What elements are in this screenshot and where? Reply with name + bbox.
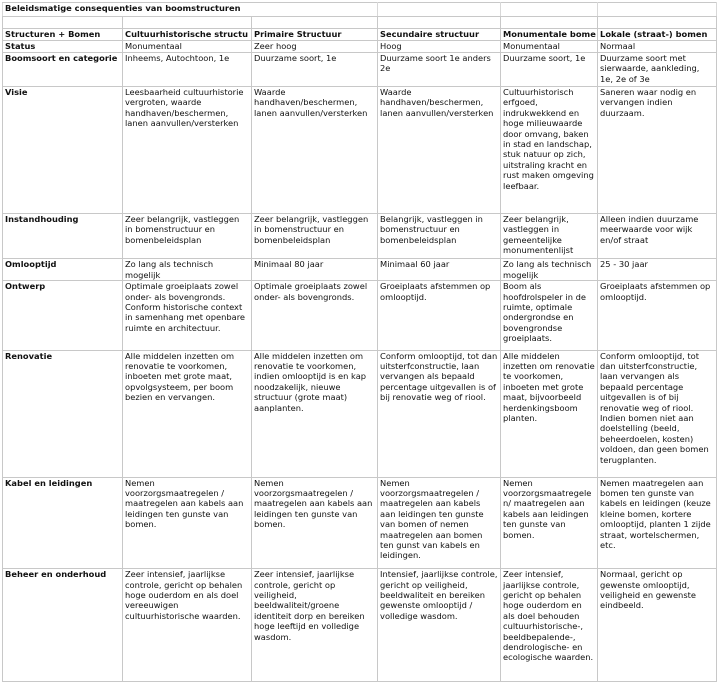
- table-cell[interactable]: Conform omlooptijd, tot dan uitsterfconstructie, laan vervangen als bepaald percentage uitgevallen is of bij renovatie weg of riool.: [378, 350, 501, 477]
- empty-cell[interactable]: [501, 3, 598, 17]
- table-cell[interactable]: Nemen maatregelen aan bomen ten gunste van kabels en leidingen (keuze kleine bomen, kortere omlooptijd, planten 1 zijde straat, wortelschermen, etc.: [598, 477, 717, 569]
- sheet-title[interactable]: Beleidsmatige consequenties van boomstructuren: [3, 3, 378, 17]
- empty-cell[interactable]: [123, 17, 252, 29]
- table-row: [3, 281, 717, 350]
- table-cell[interactable]: Alleen indien duurzame meerwaarde voor wijk en/of straat: [598, 213, 717, 258]
- column-header[interactable]: Cultuurhistorische structu: [123, 29, 252, 41]
- row-label[interactable]: Boomsoort en categorie: [3, 52, 123, 86]
- column-header[interactable]: Lokale (straat-) bomen: [598, 29, 717, 41]
- table-cell[interactable]: Cultuurhistorisch erfgoed, indrukwekkend en hoge milieuwaarde door omvang, baken in stad en landschap, stuk natuur op zich, uitstraling kracht en rust maken omgeving leefbaar.: [501, 86, 598, 213]
- empty-cell[interactable]: [598, 3, 717, 17]
- table-cell[interactable]: Optimale groeiplaats zowel onder- als bovengronds.: [252, 281, 378, 350]
- table-cell[interactable]: Normaal, gericht op gewenste omlooptijd, veiligheid en gewenste eindbeeld.: [598, 569, 717, 682]
- table-cell[interactable]: Monumentaal: [123, 41, 252, 52]
- column-header[interactable]: Structuren + Bomen: [3, 29, 123, 41]
- table-cell[interactable]: Zeer intensief, jaarlijkse controle, gericht op veiligheid, beeldwaliteit/groene identiteit dorp en bereiken hoge leeftijd en volledige wasdom.: [252, 569, 378, 682]
- header-row: [3, 29, 717, 41]
- table-cell[interactable]: Duurzame soort, 1e: [252, 52, 378, 86]
- column-header[interactable]: Monumentale bome: [501, 29, 598, 41]
- table-cell[interactable]: Minimaal 80 jaar: [252, 259, 378, 281]
- row-label[interactable]: Renovatie: [3, 350, 123, 477]
- table-cell[interactable]: Waarde handhaven/beschermen, lanen aanvullen/versterken: [252, 86, 378, 213]
- table-cell[interactable]: Zeer hoog: [252, 41, 378, 52]
- empty-cell[interactable]: [501, 17, 598, 29]
- table-cell[interactable]: Duurzame soort 1e anders 2e: [378, 52, 501, 86]
- table-cell[interactable]: Duurzame soort met sierwaarde, aankleding, 1e, 2e of 3e: [598, 52, 717, 86]
- table-cell[interactable]: Nemen voorzorgsmaatregele n/ maatregelen aan kabels aan leidingen ten gunste van bomen.: [501, 477, 598, 569]
- table-cell[interactable]: Groeiplaats afstemmen op omlooptijd.: [378, 281, 501, 350]
- table-row: [3, 259, 717, 281]
- table-cell[interactable]: Optimale groeiplaats zowel onder- als bovengronds. Conform historische context in samenhang met openbare ruimte en architectuur.: [123, 281, 252, 350]
- table-row: [3, 350, 717, 477]
- row-label[interactable]: Instandhouding: [3, 213, 123, 258]
- row-label[interactable]: Omlooptijd: [3, 259, 123, 281]
- row-label[interactable]: Ontwerp: [3, 281, 123, 350]
- column-header[interactable]: Secundaire structuur: [378, 29, 501, 41]
- table-row: [3, 477, 717, 569]
- row-label[interactable]: Kabel en leidingen: [3, 477, 123, 569]
- row-label[interactable]: Status: [3, 41, 123, 52]
- empty-cell[interactable]: [378, 17, 501, 29]
- table-row: [3, 569, 717, 682]
- table-cell[interactable]: Zeer intensief, jaarlijkse controle, gericht op behalen hoge ouderdom en als doel behouden cultuurhistorische-, beeldbepalende-, dendrologische- en ecologische waarden.: [501, 569, 598, 682]
- table-cell[interactable]: Duurzame soort, 1e: [501, 52, 598, 86]
- table-cell[interactable]: Zo lang als technisch mogelijk: [123, 259, 252, 281]
- empty-cell[interactable]: [3, 17, 123, 29]
- table-cell[interactable]: Alle middelen inzetten om renovatie te voorkomen, inboeten met grote maat, opvolgsysteem, per boom bezien en vervangen.: [123, 350, 252, 477]
- table-cell[interactable]: Conform omlooptijd, tot dan uitsterfconstructie, laan vervangen als bepaald percentage uitgevallen is of bij renovatie weg of riool. Indien bomen niet aan doelstelling (beeld, beheerdoelen, kosten) voldoen, dan geen bomen terugplanten.: [598, 350, 717, 477]
- table-cell[interactable]: Zeer belangrijk, vastleggen in gemeentelijke monumentenlijst: [501, 213, 598, 258]
- title-row: [3, 3, 717, 17]
- row-label[interactable]: Visie: [3, 86, 123, 213]
- table-cell[interactable]: Zo lang als technisch mogelijk: [501, 259, 598, 281]
- table-cell[interactable]: Zeer belangrijk, vastleggen in bomenstructuur en bomenbeleidsplan: [123, 213, 252, 258]
- table-cell[interactable]: Minimaal 60 jaar: [378, 259, 501, 281]
- empty-cell[interactable]: [598, 17, 717, 29]
- table-cell[interactable]: Boom als hoofdrolspeler in de ruimte, optimale ondergrondse en bovengrondse groeiplaats.: [501, 281, 598, 350]
- table-cell[interactable]: Inheems, Autochtoon, 1e: [123, 52, 252, 86]
- spreadsheet-table: [2, 2, 717, 682]
- table-row: [3, 52, 717, 86]
- table-row: [3, 213, 717, 258]
- empty-cell[interactable]: [378, 3, 501, 17]
- table-cell[interactable]: Groeiplaats afstemmen op omlooptijd.: [598, 281, 717, 350]
- table-cell[interactable]: Hoog: [378, 41, 501, 52]
- spacer-row: [3, 17, 717, 29]
- table-cell[interactable]: Belangrijk, vastleggen in bomenstructuur en bomenbeleidsplan: [378, 213, 501, 258]
- table-cell[interactable]: Nemen voorzorgsmaatregelen / maatregelen aan kabels aan leidingen ten gunste van bomen.: [252, 477, 378, 569]
- table-cell[interactable]: Leesbaarheid cultuurhistorie vergroten, waarde handhaven/beschermen, lanen aanvullen/versterken: [123, 86, 252, 213]
- table-row: [3, 86, 717, 213]
- table-cell[interactable]: Nemen voorzorgsmaatregelen / maatregelen aan kabels aan leidingen ten gunste van bomen of nemen maatregelen aan bomen ten gunst van kabels en leidingen.: [378, 477, 501, 569]
- table-cell[interactable]: Intensief, jaarlijkse controle, gericht op veiligheid, beeldwaliteit en bereiken gewenste omlooptijd / volledige wasdom.: [378, 569, 501, 682]
- empty-cell[interactable]: [252, 17, 378, 29]
- table-cell[interactable]: Alle middelen inzetten om renovatie te voorkomen, indien omlooptijd is en kap noodzakelijk, nieuwe structuur (grote maat) aanplanten.: [252, 350, 378, 477]
- column-header[interactable]: Primaire Structuur: [252, 29, 378, 41]
- table-cell[interactable]: Alle middelen inzetten om renovatie te voorkomen, inboeten met grote maat, bijvoorbeeld herdenkingsboom planten.: [501, 350, 598, 477]
- table-cell[interactable]: Normaal: [598, 41, 717, 52]
- row-label[interactable]: Beheer en onderhoud: [3, 569, 123, 682]
- table-cell[interactable]: 25 - 30 jaar: [598, 259, 717, 281]
- table-cell[interactable]: Waarde handhaven/beschermen, lanen aanvullen/versterken: [378, 86, 501, 213]
- table-cell[interactable]: Nemen voorzorgsmaatregelen / maatregelen aan kabels aan leidingen ten gunste van bomen.: [123, 477, 252, 569]
- table-row: [3, 41, 717, 52]
- table-cell[interactable]: Saneren waar nodig en vervangen indien duurzaam.: [598, 86, 717, 213]
- table-cell[interactable]: Zeer intensief, jaarlijkse controle, gericht op behalen hoge ouderdom en als doel vereeuwigen cultuurhistorische waarden.: [123, 569, 252, 682]
- table-cell[interactable]: Zeer belangrijk, vastleggen in bomenstructuur en bomenbeleidsplan: [252, 213, 378, 258]
- table-cell[interactable]: Monumentaal: [501, 41, 598, 52]
